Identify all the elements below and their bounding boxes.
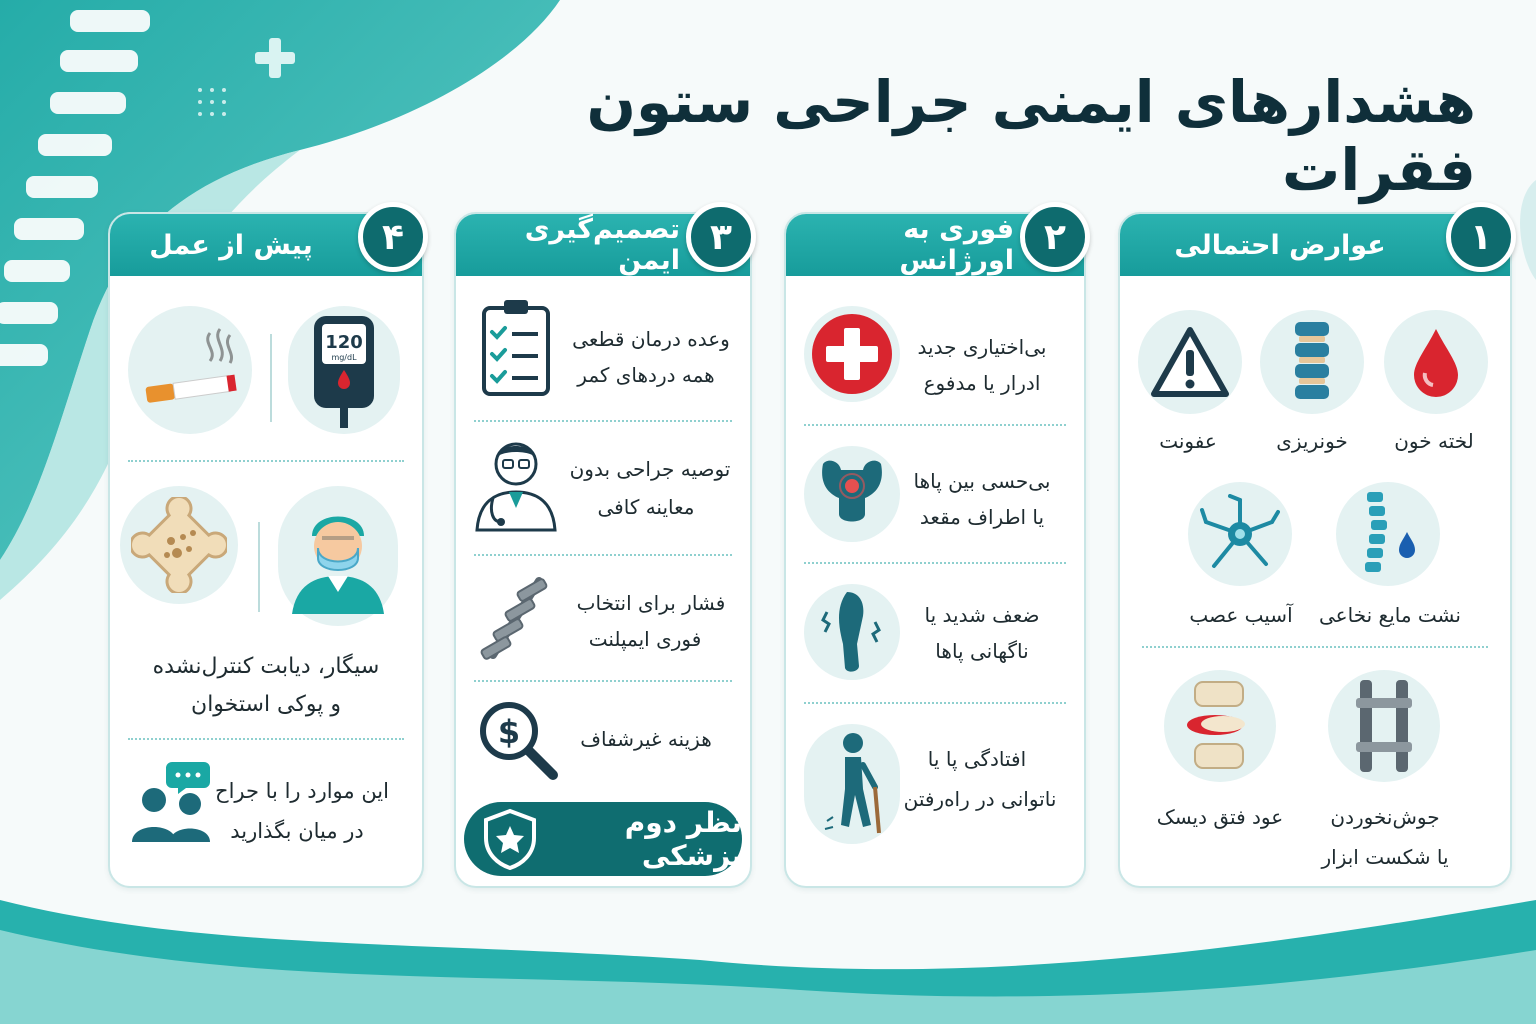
walking-cane-icon [804,724,900,844]
card-number-badge: ۳ [686,202,756,272]
porous-bone-icon [120,486,238,604]
item-line2: یا اطراف مقعد [919,505,1045,529]
card-number-badge: ۱ [1446,202,1516,272]
cigarette-icon [128,306,252,434]
card-emergency [784,212,1086,888]
glucose-meter-icon [288,306,400,434]
item-label: عفونت [1159,429,1217,453]
item-line1: وعده درمان قطعی [572,327,730,351]
leg-pain-icon [804,584,900,680]
card-header: پیش از عمل [110,214,422,276]
divider [270,334,272,422]
item-line2: همه دردهای کمر [577,363,715,387]
svg-text:$: $ [497,713,521,751]
pelvis-icon [804,446,900,542]
item-line2: فوری ایمپلنت [588,627,702,651]
card-safe-decision [454,212,752,888]
card-header: تصمیم‌گیری ایمن [456,214,750,276]
page-title: هشدارهای ایمنی جراحی ستون فقرات [586,68,1476,204]
talk-line2: در میان بگذارید [230,819,364,843]
item-label: جوش‌نخوردن [1330,805,1440,829]
dollar-magnifier-icon [472,694,562,784]
divider [1142,646,1488,648]
risk-line2: و پوکی استخوان [191,692,341,717]
item-label: لخته خون [1394,429,1474,453]
item-line1: فشار برای انتخاب [576,591,726,615]
card-header: عوارض احتمالی [1120,214,1510,276]
divider [804,702,1066,704]
divider [474,680,732,682]
second-opinion-label: نظر دوم پزشکی [624,806,742,872]
divider [804,562,1066,564]
item-line1: افتادگی پا یا [927,747,1027,771]
divider [258,522,260,612]
shield-star-icon [482,808,538,870]
spinal-rod-icon [1328,670,1440,782]
vertebrae-icon [1260,310,1364,414]
blood-drop-icon [1384,310,1488,414]
card-number-badge: ۲ [1020,202,1090,272]
item-label: آسیب عصب [1189,603,1293,627]
card-complications [1118,212,1512,888]
herniated-disc-icon [1164,670,1276,782]
card-number-badge: ۴ [358,202,428,272]
item-label: یا شکست ابزار [1321,845,1449,869]
item-line1: هزینه غیرشفاف [580,727,712,751]
doctor-icon [468,430,564,534]
item-label: خونریزی [1276,429,1348,453]
item-line1: توصیه جراحی بدون [569,457,731,481]
nerve-cell-icon [1188,482,1292,586]
consultation-icon [128,758,216,846]
divider [804,424,1066,426]
item-line1: ضعف شدید یا [924,603,1040,627]
medical-cross-icon [804,306,900,402]
divider [128,460,404,462]
item-line2: ادرار یا مدفوع [923,371,1041,395]
card-header: فوری به اورژانس [786,214,1084,276]
checklist-icon [470,298,562,398]
item-line2: ناتوانی در راه‌رفتن [903,787,1057,811]
talk-line1: این موارد را با جراح [215,779,389,803]
divider [474,420,732,422]
item-line2: ناگهانی پاها [935,639,1029,663]
warning-triangle-icon [1138,310,1242,414]
spine-leak-icon [1336,482,1440,586]
second-opinion-button[interactable] [464,802,742,876]
item-line2: معاینه کافی [597,495,695,519]
surgeon-icon [278,486,398,626]
item-label: عود فتق دیسک [1156,805,1284,829]
risk-line1: سیگار، دیابت کنترل‌نشده [152,654,380,679]
implant-screws-icon [468,570,564,666]
divider [474,554,732,556]
card-before-surgery [108,212,424,888]
item-line1: بی‌اختیاری جدید [917,335,1047,359]
item-label: نشت مایع نخاعی [1319,603,1461,627]
divider [128,738,404,740]
glucose-unit: mg/dL [331,353,357,362]
glucose-value: 120 [325,332,363,353]
item-line1: بی‌حسی بین پاها [913,469,1051,493]
